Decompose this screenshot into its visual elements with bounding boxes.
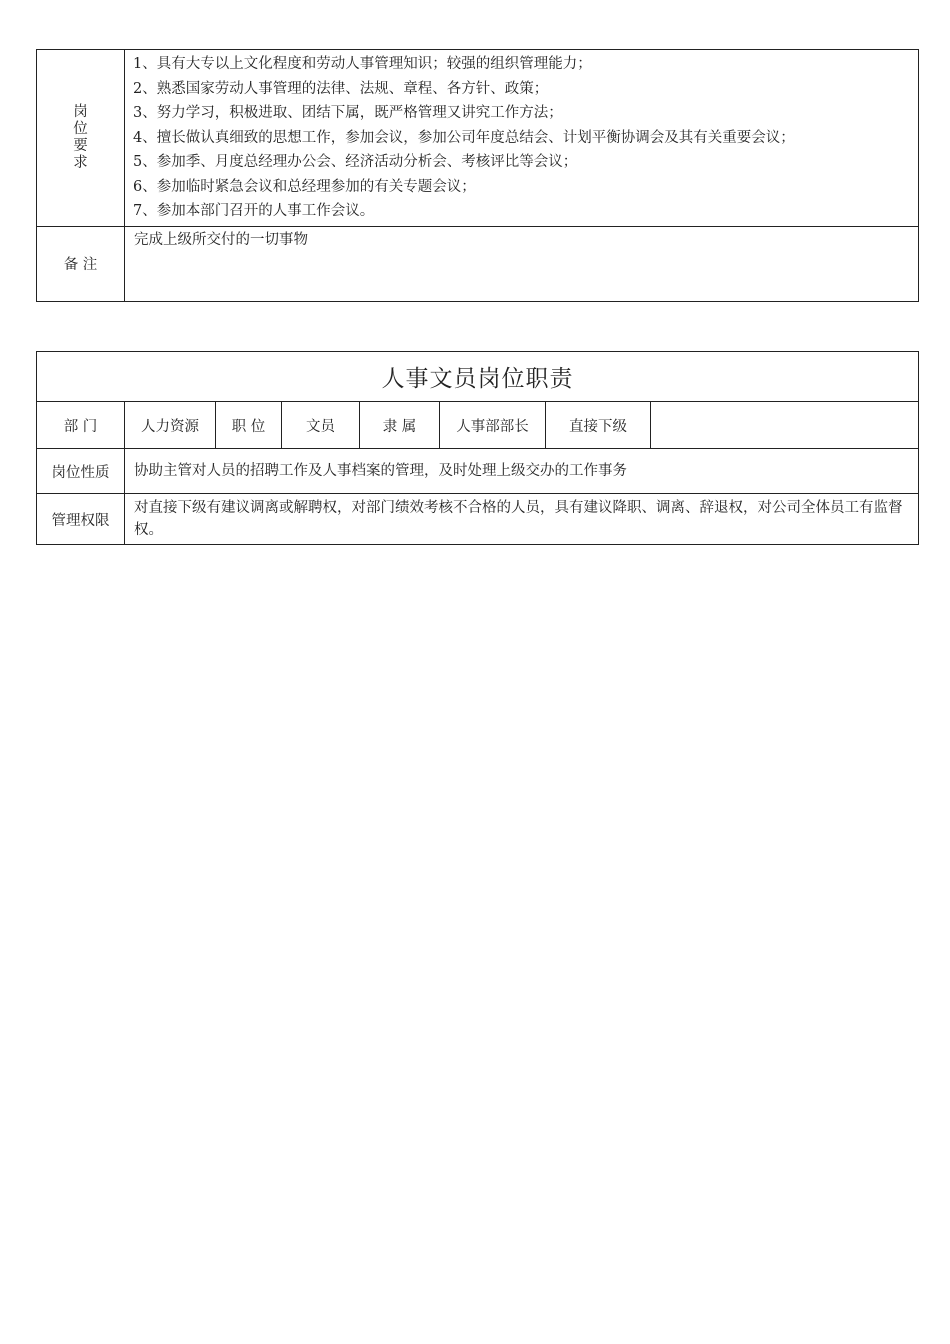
authority-text: 对直接下级有建议调离或解聘权，对部门绩效考核不合格的人员，具有建议降职、调离、辞退权，对公司全体员工有监督权。 xyxy=(125,494,919,545)
clerk-title-row xyxy=(37,352,919,402)
requirement-item: 6、参加临时紧急会议和总经理参加的有关专题会议； xyxy=(133,178,476,195)
subordinate-value xyxy=(651,402,919,449)
department-label: 部 门 xyxy=(37,402,125,449)
requirements-table xyxy=(36,49,919,302)
requirements-row xyxy=(37,50,919,227)
requirement-item: 3、努力学习，积极进取、团结下属，既严格管理又讲究工作方法； xyxy=(133,105,563,121)
reports-to-label: 隶 属 xyxy=(360,402,440,449)
requirement-item: 4、擅长做认真细致的思想工作，参加会议，参加公司年度总结会、计划平衡协调会及其有关重要会议； xyxy=(133,129,795,146)
clerk-table-title: 人事文员岗位职责 xyxy=(37,352,919,402)
reports-to-value: 人事部部长 xyxy=(440,402,546,449)
position-value: 文员 xyxy=(282,402,360,449)
clerk-authority-row xyxy=(37,494,919,545)
remarks-label: 备 注 xyxy=(37,226,125,301)
department-value: 人力资源 xyxy=(125,402,216,449)
clerk-nature-row xyxy=(37,449,919,494)
clerk-info-row xyxy=(37,402,919,449)
nature-text: 协助主管对人员的招聘工作及人事档案的管理，及时处理上级交办的工作事务 xyxy=(125,449,919,494)
requirements-label-cell xyxy=(37,50,125,227)
clerk-duties-table xyxy=(36,351,919,545)
requirements-label: 岗位要求 xyxy=(73,103,88,171)
subordinate-label: 直接下级 xyxy=(546,402,651,449)
requirement-item: 5、参加季、月度总经理办公会、经济活动分析会、考核评比等会议； xyxy=(133,154,578,170)
nature-label: 岗位性质 xyxy=(37,449,125,494)
remarks-row xyxy=(37,226,919,301)
requirements-list xyxy=(125,50,919,227)
requirement-item: 2、熟悉国家劳动人事管理的法律、法规、章程、各方针、政策； xyxy=(133,80,549,97)
requirement-item: 7、参加本部门召开的人事工作会议。 xyxy=(133,203,375,219)
position-label: 职 位 xyxy=(216,402,282,449)
authority-label: 管理权限 xyxy=(37,494,125,545)
remarks-text: 完成上级所交付的一切事物 xyxy=(125,226,919,301)
requirement-item: 1、具有大专以上文化程度和劳动人事管理知识；较强的组织管理能力； xyxy=(133,56,592,72)
